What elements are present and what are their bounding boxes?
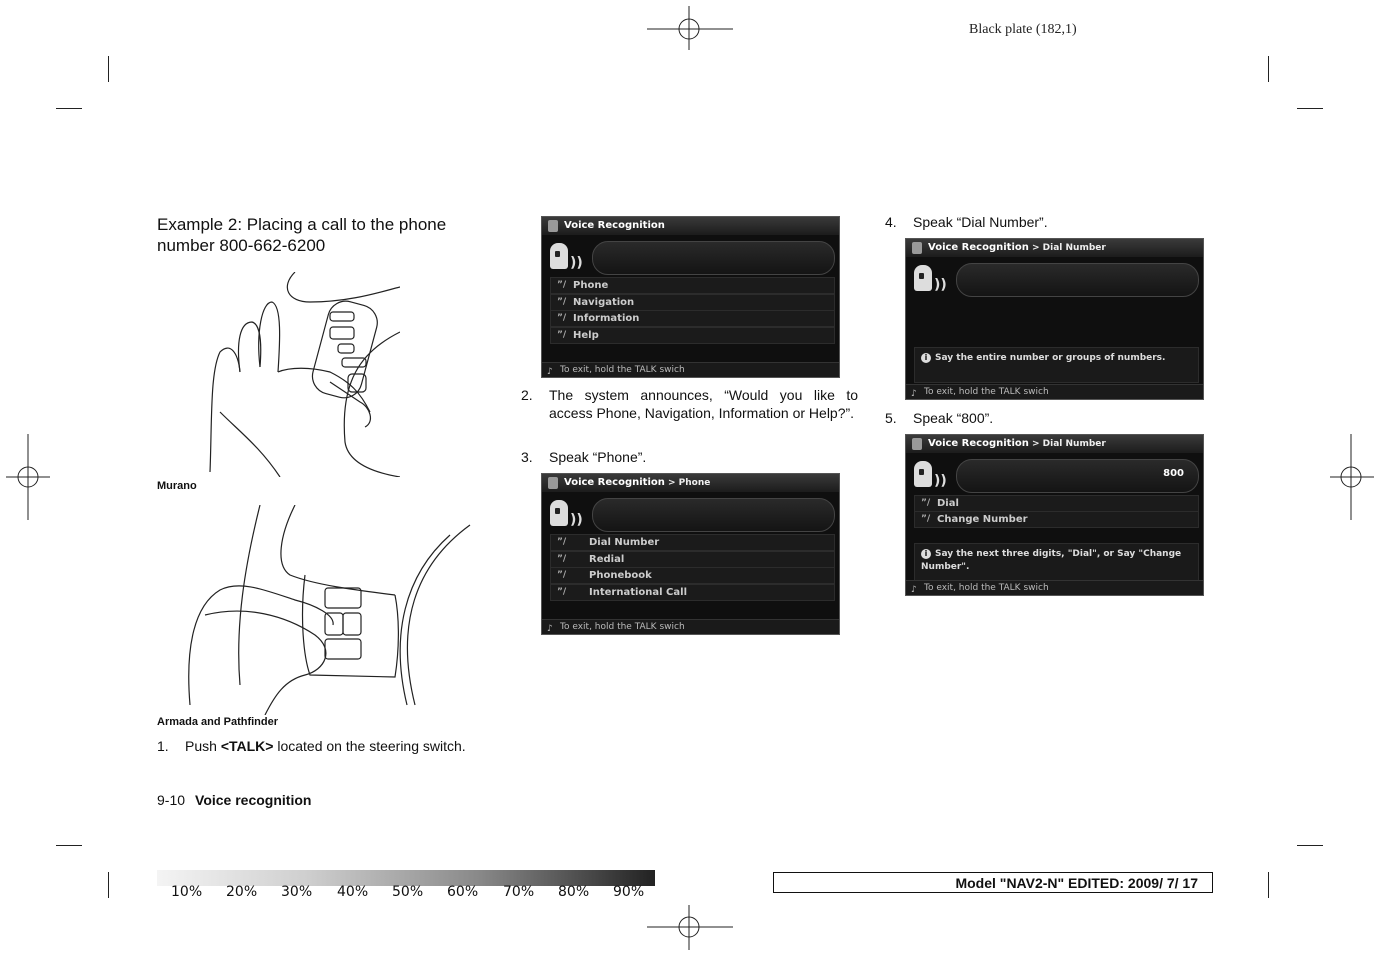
voice-input-display <box>592 498 835 532</box>
menu-item-help[interactable]: ”/ Help <box>550 327 835 344</box>
menu-item-phonebook[interactable]: ”/ Phonebook <box>550 567 835 584</box>
menu-item-international-call[interactable]: ”/ International Call <box>550 584 835 601</box>
exit-hint: ♪ To exit, hold the TALK swich <box>906 384 1203 399</box>
voice-recognition-phone-screen <box>541 473 840 635</box>
info-icon: i <box>921 549 931 559</box>
menu-icon <box>912 438 922 450</box>
speech-icon: ”/ <box>557 537 567 547</box>
voice-face-icon: )) <box>550 243 586 277</box>
speech-icon: ”/ <box>921 514 931 524</box>
talk-icon: ♪ <box>911 585 917 595</box>
voice-input-display <box>592 241 835 275</box>
menu-item-dial-number[interactable]: ”/ Dial Number <box>550 534 835 551</box>
speech-icon: ”/ <box>557 330 567 340</box>
exit-hint: ♪ To exit, hold the TALK swich <box>542 362 839 377</box>
info-message: i Say the entire number or groups of numbers. <box>914 347 1199 383</box>
speech-icon: ”/ <box>557 587 567 597</box>
talk-key-label: <TALK> <box>220 738 274 754</box>
step-4: 4. Speak “Dial Number”. <box>885 214 1048 230</box>
example-heading: Example 2: Placing a call to the phone number 800-662-6200 <box>157 215 447 255</box>
voice-input-display <box>956 263 1199 297</box>
calibration-label: 80% <box>558 884 590 900</box>
screen-title: Voice Recognition > Dial Number <box>906 435 1203 453</box>
calibration-label: 70% <box>503 884 535 900</box>
speech-icon: ”/ <box>557 554 567 564</box>
step-5: 5. Speak “800”. <box>885 410 994 426</box>
menu-item-phone[interactable]: ”/ Phone <box>550 277 835 294</box>
step-1 <box>157 737 494 755</box>
voice-face-icon: )) <box>914 461 950 495</box>
exit-hint: ♪ To exit, hold the TALK swich <box>542 619 839 634</box>
talk-icon: ♪ <box>547 624 553 634</box>
step-2: 2. The system announces, “Would you like to access Phone, Navigation, Information or Help?”. <box>521 387 858 421</box>
calibration-labels <box>157 884 655 902</box>
step-3: 3. Speak “Phone”. <box>521 449 647 465</box>
menu-icon <box>548 477 558 489</box>
menu-icon <box>548 220 558 232</box>
voice-face-icon: )) <box>914 265 950 299</box>
step-number: 1. <box>157 738 169 754</box>
menu-item-redial[interactable]: ”/ Redial <box>550 551 835 568</box>
murano-steering-illustration <box>200 272 400 477</box>
plate-label: Black plate (182,1) <box>969 22 1077 37</box>
calibration-label: 20% <box>226 884 258 900</box>
voice-input-display <box>956 459 1199 493</box>
voice-recognition-dial-800-screen <box>905 434 1204 596</box>
menu-item-change-number[interactable]: ”/ Change Number <box>914 511 1199 528</box>
calibration-label: 90% <box>613 884 645 900</box>
menu-icon <box>912 242 922 254</box>
menu-item-dial[interactable]: ”/ Dial <box>914 495 1199 512</box>
calibration-label: 40% <box>337 884 369 900</box>
info-message: i Say the next three digits, "Dial", or Say "Change Number". <box>914 543 1199 581</box>
page-number: 9-10 <box>157 792 186 808</box>
armada-caption: Armada and Pathfinder <box>157 716 279 728</box>
entered-digits: 800 <box>1163 468 1184 479</box>
step-text: Push <box>185 738 221 754</box>
info-icon: i <box>921 353 931 363</box>
murano-caption: Murano <box>157 480 197 492</box>
model-edited-line: Model "NAV2-N" EDITED: 2009/ 7/ 17 <box>773 872 1213 893</box>
talk-icon: ♪ <box>911 389 917 399</box>
speech-icon: ”/ <box>557 280 567 290</box>
step-text: located on the steering switch. <box>273 738 466 754</box>
calibration-label: 50% <box>392 884 424 900</box>
voice-recognition-dial-number-screen <box>905 238 1204 400</box>
menu-item-navigation[interactable]: ”/ Navigation <box>550 294 835 311</box>
section-title: Voice recognition <box>195 792 312 808</box>
armada-pathfinder-steering-illustration <box>185 505 475 715</box>
speech-icon: ”/ <box>557 313 567 323</box>
speech-icon: ”/ <box>921 498 931 508</box>
voice-face-icon: )) <box>550 500 586 534</box>
calibration-label: 30% <box>281 884 313 900</box>
screen-title: Voice Recognition > Dial Number <box>906 239 1203 257</box>
page-footer <box>157 792 311 808</box>
speech-icon: ”/ <box>557 570 567 580</box>
speech-icon: ”/ <box>557 297 567 307</box>
screen-title: Voice Recognition <box>542 217 839 235</box>
calibration-label: 60% <box>447 884 479 900</box>
calibration-label: 10% <box>171 884 203 900</box>
screen-title: Voice Recognition > Phone <box>542 474 839 492</box>
menu-item-information[interactable]: ”/ Information <box>550 310 835 327</box>
voice-recognition-main-screen <box>541 216 840 378</box>
exit-hint: ♪ To exit, hold the TALK swich <box>906 580 1203 595</box>
talk-icon: ♪ <box>547 367 553 377</box>
